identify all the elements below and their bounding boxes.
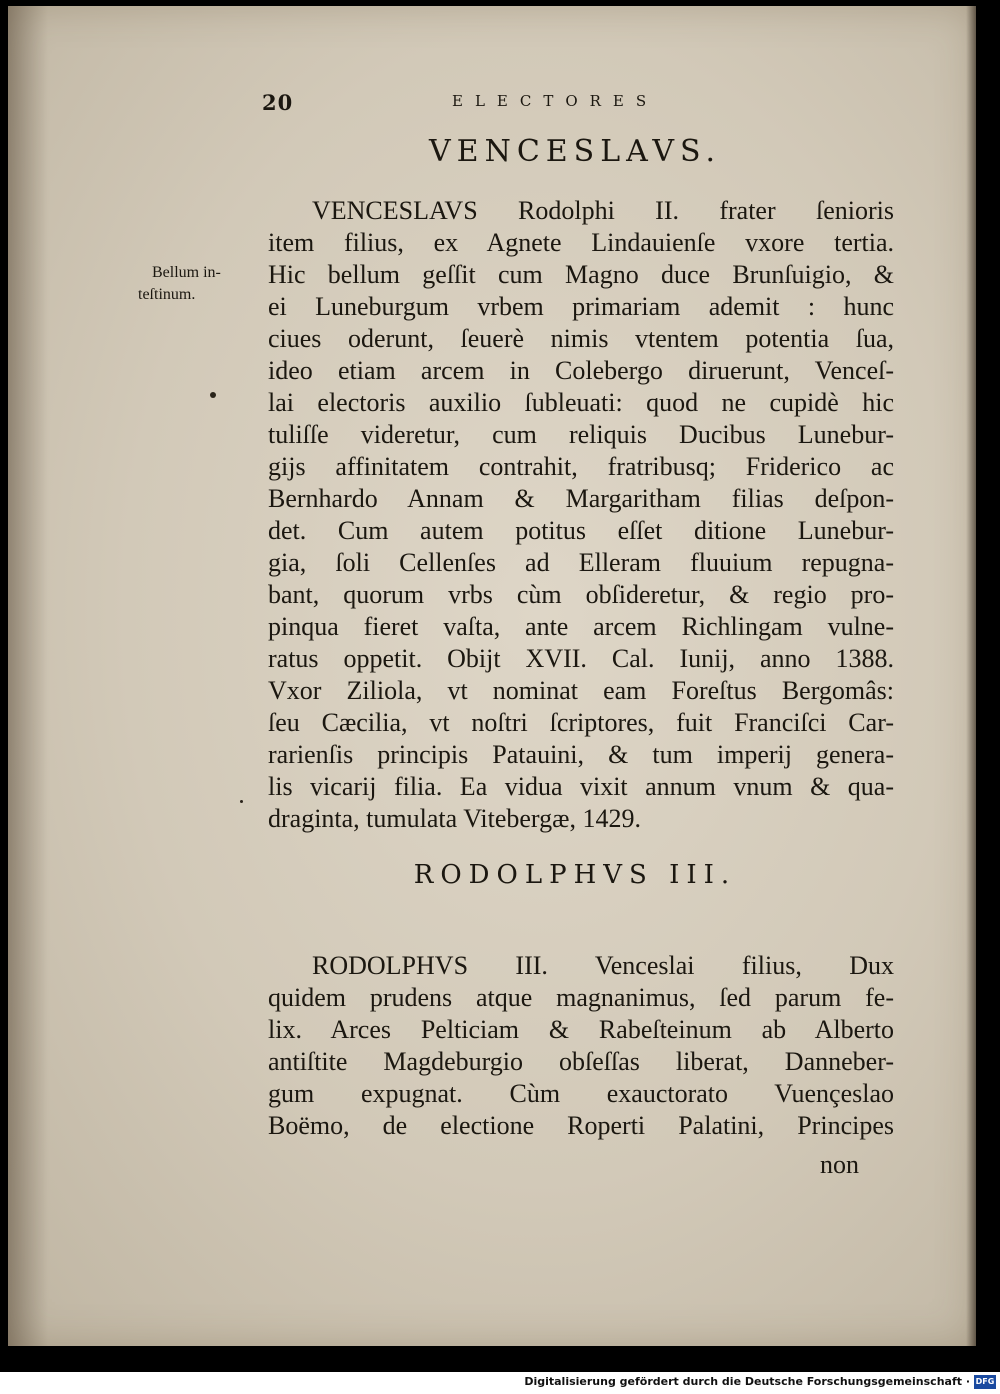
text-line: lix. Arces Pelticiam & Rabeſteinum ab Alberto bbox=[268, 1015, 894, 1044]
text-line: ratus oppetit. Obijt XVII. Cal. Iunij, anno 1388. bbox=[268, 644, 894, 673]
ink-speck bbox=[240, 800, 243, 803]
section-title-rodolphus: RODOLPHVS III. bbox=[413, 860, 737, 890]
catch-word: non bbox=[820, 1150, 859, 1179]
text-line: lai electoris auxilio ſubleuati: quod ne cupidè hic bbox=[268, 388, 894, 417]
text-line: item filius, ex Agnete Lindauienſe vxore tertia. bbox=[268, 228, 894, 257]
text-line: det. Cum autem potitus eſſet ditione Lunebur- bbox=[268, 516, 894, 545]
page-edge bbox=[966, 6, 976, 1346]
marginal-note-line: Bellum in- bbox=[152, 264, 221, 281]
page-number: 20 bbox=[262, 90, 294, 115]
text-line: draginta, tumulata Vitebergæ, 1429. bbox=[268, 804, 641, 833]
text-line: lis vicarij filia. Ea vidua vixit annum vnum & qua- bbox=[268, 772, 894, 801]
text-line: VENCESLAVS Rodolphi II. frater ſenioris bbox=[312, 196, 894, 225]
text-line: pinqua fieret vaſta, ante arcem Richlingam vulne- bbox=[268, 612, 894, 641]
text-line: quidem prudens atque magnanimus, ſed parum fe- bbox=[268, 983, 894, 1012]
text-line: gia, ſoli Cellenſes ad Elleram fluuium repugna- bbox=[268, 548, 894, 577]
footer-bar bbox=[0, 1372, 1000, 1394]
text-line: tuliſſe videretur, cum reliquis Ducibus Lunebur- bbox=[268, 420, 894, 449]
text-line: bant, quorum vrbs cùm obſideretur, & regio pro- bbox=[268, 580, 894, 609]
dfg-logo-icon[interactable]: DFG bbox=[974, 1375, 996, 1389]
running-head bbox=[262, 90, 742, 120]
paragraph-rodolphus bbox=[268, 950, 894, 1142]
paragraph-venceslaus bbox=[268, 195, 894, 835]
funding-notice: Digitalisierung gefördert durch die Deutsche Forschungsgemeinschaft · bbox=[524, 1375, 970, 1388]
running-title: ELECTORES bbox=[452, 92, 659, 110]
text-line: antiſtite Magdeburgio obſeſſas liberat, Danneber- bbox=[268, 1047, 894, 1076]
text-line: Hic bellum geſſit cum Magno duce Brunſuigio, & bbox=[268, 260, 894, 289]
text-line: Vxor Ziliola, vt nominat eam Foreſtus Bergomâs: bbox=[268, 676, 894, 705]
gutter-shadow bbox=[8, 6, 48, 1346]
marginal-note bbox=[138, 262, 262, 306]
text-line: RODOLPHVS III. Venceslai filius, Dux bbox=[312, 951, 894, 980]
text-line: Bernhardo Annam & Margaritham filias deſpon- bbox=[268, 484, 894, 513]
marginal-note-line: teſtinum. bbox=[138, 286, 196, 303]
text-line: ciues oderunt, ſeuerè nimis vtentem potentia ſua, bbox=[268, 324, 894, 353]
text-line: Boëmo, de electione Roperti Palatini, Principes bbox=[268, 1111, 894, 1140]
text-line: ei Luneburgum vrbem primariam ademit : hunc bbox=[268, 292, 894, 321]
text-line: rarienſis principis Patauini, & tum imperij genera- bbox=[268, 740, 894, 769]
text-line: ideo etiam arcem in Colebergo diruerunt, Venceſ- bbox=[268, 356, 894, 385]
text-line: ſeu Cæcilia, vt noſtri ſcriptores, fuit Franciſci Car- bbox=[268, 708, 894, 737]
text-line: gum expugnat. Cùm exauctorato Vuençeslao bbox=[268, 1079, 894, 1108]
text-line: gijs affinitatem contrahit, fratribusq; Friderico ac bbox=[268, 452, 894, 481]
ink-speck bbox=[210, 392, 216, 398]
section-title-venceslaus: VENCESLAVS. bbox=[429, 134, 721, 169]
